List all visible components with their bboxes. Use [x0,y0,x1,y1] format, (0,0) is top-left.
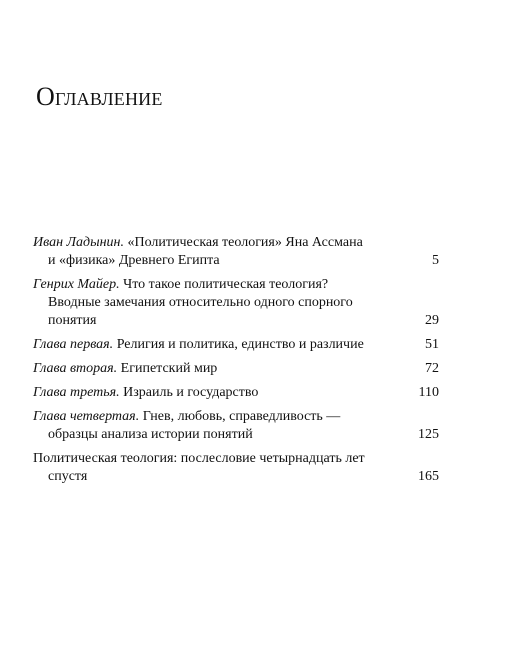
entry-author: Иван Ладынин. [33,235,124,250]
entry-page-number: 5 [432,253,439,268]
entry-chapter-label: Глава первая. [33,337,114,352]
entry-chapter-label: Глава вторая. [33,361,118,376]
entry-title-line: Израиль и государство [119,385,259,400]
toc-entry-meier [33,276,439,330]
toc-entry-ladynin [33,234,439,270]
page-title: Оглавление [36,82,163,111]
entry-title-line: Египетский мир [117,361,218,376]
entry-author: Генрих Майер. [33,277,120,292]
entry-title-line: спустя [48,469,88,484]
entry-page-number: 125 [418,427,439,442]
entry-title-line: Что такое политическая теология? [119,277,329,292]
toc-entry-chapter-4 [33,408,439,444]
entry-page-number: 110 [418,385,439,400]
entry-page-number: 29 [425,313,439,328]
toc-entry-afterword [33,450,439,486]
entry-page-number: 51 [425,337,439,352]
entry-page-number: 72 [425,361,439,376]
entry-page-number: 165 [418,469,439,484]
entry-title-line: понятия [48,313,97,328]
entry-title-line: Гнев, любовь, справедливость — [139,409,341,424]
toc-entry-chapter-3 [33,384,439,402]
entry-chapter-label: Глава четвертая. [33,409,140,424]
toc-entry-chapter-2 [33,360,439,378]
entry-title-line: Политическая теология: послесловие четырнадцать лет [33,451,365,466]
entry-title-line: Вводные замечания относительно одного спорного [48,295,353,310]
toc-entry-chapter-1 [33,336,439,354]
entry-title-line: Религия и политика, единство и различие [113,337,364,352]
table-of-contents [33,234,439,492]
entry-title-line: образцы анализа истории понятий [48,427,253,442]
entry-title-line: «Политическая теология» Яна Ассмана [123,235,363,250]
entry-title-line: и «физика» Древнего Египта [48,253,220,268]
entry-chapter-label: Глава третья. [33,385,120,400]
